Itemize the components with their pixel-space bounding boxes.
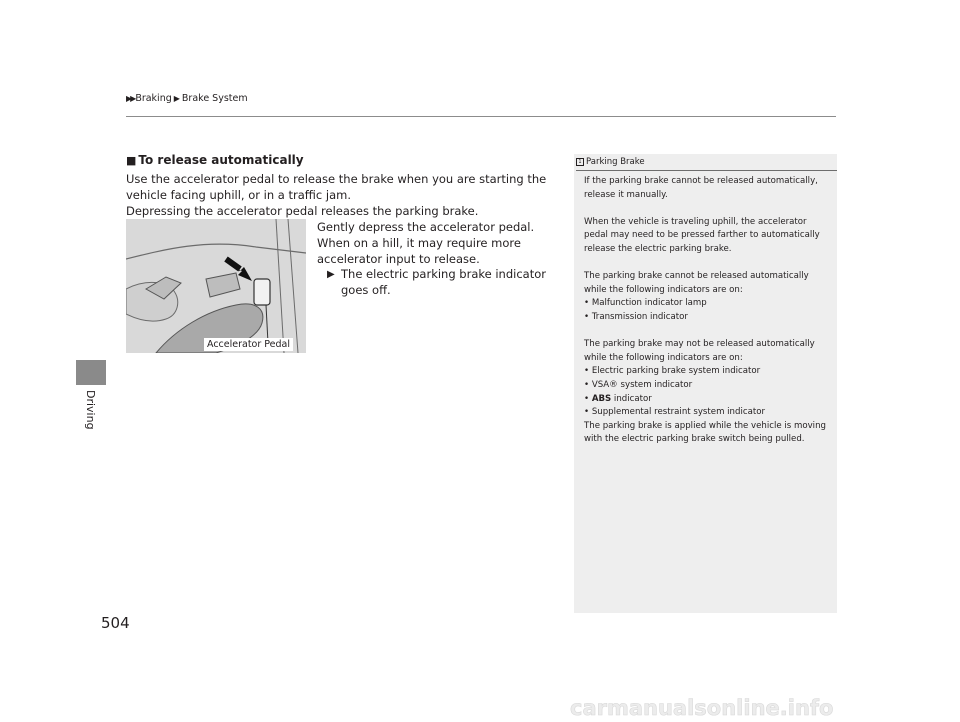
- list-item: • ABS indicator: [584, 393, 652, 404]
- accelerator-pedal-illustration: [126, 219, 306, 353]
- breadcrumb-level1: Braking: [135, 93, 172, 104]
- paragraph: Use the accelerator pedal to release the brake when you are starting the vehicle facing uphill, or in a traffic jam.: [126, 172, 547, 202]
- page-number: 504: [101, 614, 130, 632]
- arrow-icon: ▶: [173, 94, 180, 103]
- breadcrumb: [126, 93, 248, 104]
- note-paragraph: The parking brake may not be released automatically while the following indicators are on:: [584, 339, 815, 363]
- note-paragraph: If the parking brake cannot be released automatically, release it manually.: [584, 176, 818, 200]
- result-arrow-icon: ▶: [327, 269, 335, 280]
- watermark-logo: [560, 695, 960, 722]
- chapter-tab-label: Driving: [84, 390, 97, 430]
- step-line: Gently depress the accelerator pedal.: [317, 220, 535, 234]
- note-divider: [576, 170, 837, 171]
- header-divider: [126, 116, 836, 117]
- list-item: • Malfunction indicator lamp: [584, 298, 707, 309]
- chapter-tab-marker: [76, 360, 106, 385]
- double-arrow-icon: ▶▶: [126, 94, 135, 103]
- result-text: The electric parking brake indicator goes off.: [341, 267, 546, 297]
- note-paragraph: The parking brake is applied while the vehicle is moving with the electric parking brake switch being pulled.: [584, 420, 826, 445]
- step-line: When on a hill, it may require more accelerator input to release.: [317, 236, 521, 266]
- section-heading: ■ To release automatically: [126, 153, 304, 167]
- note-title: 1 Parking Brake: [576, 157, 645, 167]
- list-item: • VSA® system indicator: [584, 379, 693, 390]
- list-item: • Electric parking brake system indicator: [584, 366, 761, 377]
- procedure-step: [317, 219, 557, 267]
- note-paragraph: When the vehicle is traveling uphill, the accelerator pedal may need to be pressed farther to automatically release the electric parking brake.: [584, 216, 820, 254]
- breadcrumb-level2: Brake System: [181, 93, 248, 104]
- note-paragraph: The parking brake cannot be released automatically while the following indicators are on:: [584, 271, 809, 295]
- section-body: [126, 171, 556, 219]
- svg-text:carmanualsonline.info: carmanualsonline.info: [570, 696, 834, 720]
- figure-label: Accelerator Pedal: [204, 338, 293, 351]
- step-result: [327, 266, 559, 298]
- pedal-drawing: [126, 219, 306, 353]
- note-marker-icon: 1: [576, 158, 584, 166]
- list-item: • Transmission indicator: [584, 311, 688, 322]
- paragraph: Depressing the accelerator pedal releases the parking brake.: [126, 204, 479, 218]
- square-bullet-icon: ■: [126, 154, 137, 167]
- list-item: • Supplemental restraint system indicator: [584, 407, 766, 418]
- note-body: [584, 175, 832, 447]
